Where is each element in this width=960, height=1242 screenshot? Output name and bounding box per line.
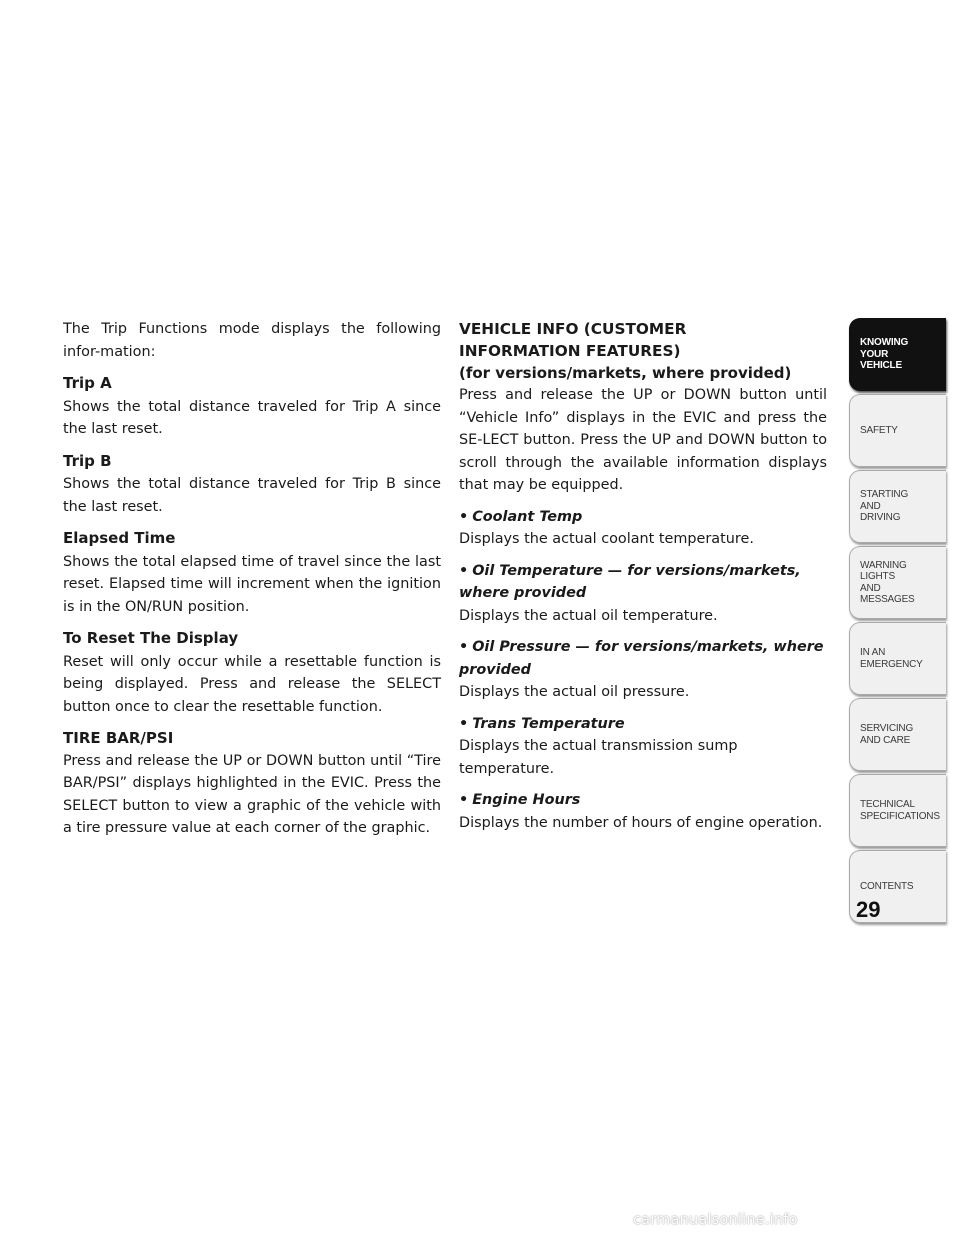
tab-safety[interactable]: SAFETY: [849, 394, 946, 467]
bullet-icon: •: [459, 792, 469, 808]
tab-knowing-your-vehicle[interactable]: KNOWING YOUR VEHICLE: [849, 318, 946, 391]
list-item-label: • Coolant Temp: [459, 508, 583, 525]
trip-b-heading: Trip B: [63, 451, 112, 470]
tire-bar-psi-heading: TIRE BAR/PSI: [63, 729, 174, 747]
reset-display-heading: To Reset The Display: [63, 629, 239, 647]
tab-in-an-emergency[interactable]: IN AN EMERGENCY: [849, 622, 946, 695]
list-item-label: • Oil Temperature — for versions/markets, where provided: [459, 562, 801, 601]
list-item-text: Displays the actual oil temperature.: [459, 607, 718, 624]
page-number: 29: [856, 897, 881, 922]
tab-technical-specifications[interactable]: TECHNICAL SPECIFICATIONS: [849, 774, 946, 847]
elapsed-time-heading: Elapsed Time: [63, 529, 176, 547]
vehicle-info-intro: Press and release the UP or DOWN button until “Vehicle Info” displays in the EVIC and press the SE-LECT button. Press the UP and DOWN button to scroll through the available information displays that may be equipped.: [459, 387, 827, 493]
tab-servicing-and-care[interactable]: SERVICING AND CARE: [849, 698, 946, 771]
trip-a-heading: Trip A: [63, 374, 112, 392]
list-item-text: Displays the actual coolant temperature.: [459, 531, 754, 547]
list-item-label: • Oil Pressure — for versions/markets, where provided: [459, 639, 824, 678]
watermark: carmanualsonline.info: [633, 1212, 798, 1228]
tab-starting-and-driving[interactable]: STARTING AND DRIVING: [849, 470, 946, 543]
bullet-icon: •: [459, 508, 469, 525]
bullet-icon: •: [459, 715, 469, 732]
left-column: [63, 318, 441, 840]
tab-contents[interactable]: CONTENTS: [849, 850, 946, 923]
bullet-icon: •: [459, 639, 469, 655]
vehicle-info-subheading: (for versions/markets, where provided): [459, 364, 792, 382]
right-column: [459, 318, 827, 834]
list-item-text: Displays the actual transmission sump temperature.: [459, 738, 738, 777]
bullet-icon: •: [459, 562, 469, 579]
trip-b-text: Shows the total distance traveled for Trip B since the last reset.: [63, 476, 441, 515]
list-item-label: • Engine Hours: [459, 792, 581, 808]
reset-display-text: Reset will only occur while a resettable function is being displayed. Press and release the SELECT button once to clear the resettable function.: [63, 653, 441, 715]
tire-bar-psi-text: Press and release the UP or DOWN button until “Tire BAR/PSI” displays highlighted in the EVIC. Press the SELECT button to view a graphic of the vehicle with a tire pressure value at each corner of the graphic.: [63, 752, 441, 836]
elapsed-time-text: Shows the total elapsed time of travel since the last reset. Elapsed time will increment when the ignition is in the ON/RUN position.: [63, 553, 441, 615]
trip-functions-intro: The Trip Functions mode displays the following infor-mation:: [63, 321, 441, 360]
list-item-text: Displays the number of hours of engine operation.: [459, 814, 823, 831]
vehicle-info-heading-line1: VEHICLE INFO (CUSTOMER: [459, 320, 687, 338]
tab-warning-lights-and-messages[interactable]: WARNING LIGHTS AND MESSAGES: [849, 546, 946, 619]
vehicle-info-heading-line2: INFORMATION FEATURES): [459, 342, 681, 360]
trip-a-text: Shows the total distance traveled for Trip A since the last reset.: [63, 398, 441, 437]
list-item-text: Displays the actual oil pressure.: [459, 684, 690, 700]
list-item-label: • Trans Temperature: [459, 715, 625, 732]
